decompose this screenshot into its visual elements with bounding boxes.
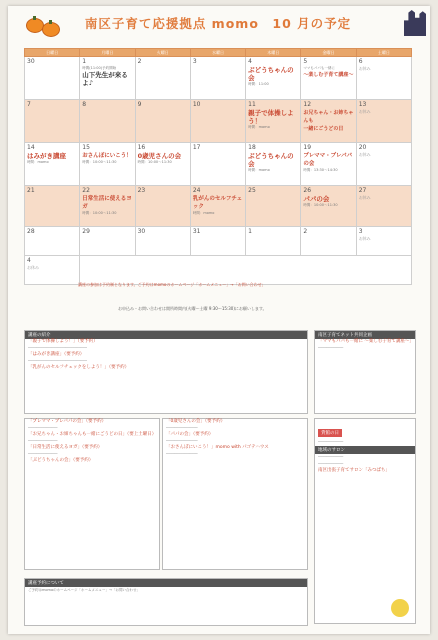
day-cell	[80, 100, 135, 143]
day-cell	[25, 143, 80, 186]
day-cell	[246, 186, 301, 227]
day-number: 23	[137, 187, 146, 194]
day-number: 13	[358, 101, 367, 108]
day-number: 30	[137, 228, 146, 235]
day-number: 6	[358, 58, 363, 65]
closed-label: お休み	[358, 236, 371, 241]
event-title: パパの会	[303, 195, 330, 203]
day-cell	[246, 227, 301, 256]
event-detail: 時間：10:00～11:30	[137, 160, 172, 164]
day-cell	[301, 143, 356, 186]
box-header: 南区子育てネット共同企画	[315, 331, 415, 339]
day-cell	[25, 186, 80, 227]
header	[8, 6, 430, 42]
event-detail: 時間：10:00～11:30	[82, 160, 117, 164]
day-cell	[301, 227, 356, 256]
contact-note: お申込み・お問い合わせは開所時間内(火曜～土曜 9:30～15:30)にお願いします。	[118, 306, 267, 311]
day-cell	[80, 227, 135, 256]
info-box-right	[314, 418, 416, 624]
day-number: 10	[192, 101, 201, 108]
calendar-week	[25, 100, 412, 143]
day-number: 1	[248, 228, 252, 235]
weekday-header: 火曜日	[135, 49, 190, 57]
day-number: 1	[82, 58, 87, 65]
course-heading: 「パパの会」（要予約）	[166, 432, 214, 437]
day-cell	[190, 143, 245, 186]
day-cell	[190, 100, 245, 143]
course-heading: 「お兄ちゃん・お姉ちゃんも一緒にごうどの日」（要上土曜日）	[28, 432, 157, 437]
day-number: 12	[303, 101, 312, 108]
salon-text: ────────────	[318, 462, 344, 466]
day-cell	[301, 57, 356, 100]
course-text: ───────────────	[166, 452, 198, 456]
day-number: 15	[82, 144, 90, 151]
day-number: 4	[27, 257, 31, 264]
salon-header: 地域のサロン	[315, 446, 415, 454]
course-text: ──────────────	[28, 439, 58, 443]
course-heading: 「はみがき講座」（要予約）	[28, 352, 85, 357]
event-detail: 時間：momo	[27, 160, 49, 164]
event-title: プレママ・プレパパの会	[303, 153, 353, 167]
event-title: 親子で体操しよう！	[248, 109, 294, 125]
day-cell	[356, 186, 411, 227]
event-detail: 時間：10:00～11:30	[303, 203, 338, 207]
day-cell	[246, 143, 301, 186]
day-cell	[246, 100, 301, 143]
course-heading: 「親子で体操しよう！」（要予約）	[28, 339, 98, 344]
day-cell	[25, 57, 80, 100]
event-title: ぶどうちゃんの会	[248, 152, 294, 168]
course-heading: 「乳がんのセルフチェックをしよう！」（要予約）	[28, 365, 130, 370]
weekday-header: 金曜日	[301, 49, 356, 57]
day-number: 26	[303, 187, 312, 194]
network-box	[314, 330, 416, 414]
day-cell	[135, 227, 190, 256]
flower-icon	[391, 599, 409, 617]
event-detail: 時間：11:00	[248, 82, 269, 86]
day-cell	[356, 227, 411, 256]
day-number: 16	[137, 144, 146, 151]
day-cell	[25, 256, 80, 285]
course-text: ──────────────	[28, 426, 58, 430]
day-number: 20	[358, 144, 367, 151]
day-cell	[356, 143, 411, 186]
course-list-left	[24, 418, 160, 570]
day-number: 3	[192, 58, 197, 65]
day-number: 7	[27, 101, 31, 108]
weekday-header: 土曜日	[356, 49, 411, 57]
course-list-center	[162, 418, 308, 570]
day-number: 17	[192, 144, 201, 151]
calendar-week	[25, 256, 412, 285]
box-header: 講座予約について	[25, 579, 307, 587]
event-detail: ママもパパも一緒に	[303, 66, 335, 70]
course-text: ───────────────	[166, 426, 198, 430]
day-number: 3	[358, 228, 363, 235]
box-header: 講座の紹介	[25, 331, 307, 339]
closed-label: お休み	[358, 109, 371, 114]
day-number: 21	[27, 187, 35, 194]
day-cell	[301, 186, 356, 227]
course-heading: 「ぶどうちゃんの会」（要予約）	[28, 458, 94, 463]
castle-icon	[404, 10, 426, 36]
day-cell	[80, 186, 135, 227]
course-heading: 「0歳児さんの会」（要予約）	[166, 419, 226, 424]
closed-label: お休み	[358, 66, 371, 71]
weekday-header: 日曜日	[25, 49, 80, 57]
day-number: 8	[82, 101, 87, 108]
closed-label: お休み	[358, 195, 371, 200]
calendar-table	[24, 48, 412, 285]
course-heading: 「日常生活に使えるヨガ」（要予約）	[28, 445, 103, 450]
weekday-header: 月曜日	[80, 49, 135, 57]
day-cell	[190, 57, 245, 100]
event-detail: 時間(11:00)予約開始	[82, 66, 117, 70]
calendar-week	[25, 57, 412, 100]
rental-tag: 貸館の日	[318, 429, 342, 437]
day-number: 27	[358, 187, 367, 194]
day-number: 28	[27, 228, 35, 235]
day-cell	[190, 186, 245, 227]
day-number: 11	[248, 101, 256, 108]
day-number: 18	[248, 144, 256, 151]
salon-text: ────────────	[318, 455, 344, 459]
event-detail: 時間：13:30～14:30	[303, 168, 338, 172]
course-text: ────────────────────────────	[28, 359, 88, 363]
reservation-text: ご予約はmomoのホームページ「ホームメニュー」→「お問い合わせ」	[28, 588, 140, 592]
event-title: おさんぽにいこう！	[82, 153, 132, 159]
course-text: ──────────────	[28, 452, 58, 456]
network-heading: 「ママもパパも一緒に ～楽しむ子育て講座～」	[318, 339, 414, 344]
reservation-box	[24, 578, 308, 626]
calendar-week	[25, 143, 412, 186]
weekday-header: 水曜日	[190, 49, 245, 57]
day-number: 30	[27, 58, 35, 65]
day-cell	[356, 100, 411, 143]
day-number: 25	[248, 187, 256, 194]
reservation-note: 講座の参加は予約制となります。ご予約はmomoのホームページ「ホームメニュー」→「お問い合わせ」	[78, 282, 266, 287]
course-heading: 「おさんぽにいこう！」momo with パゴテハウス	[166, 445, 269, 450]
event-title: ～楽しむ子育て講座～	[303, 72, 354, 78]
day-number: 31	[192, 228, 201, 235]
day-cell	[80, 57, 135, 100]
day-cell	[301, 100, 356, 143]
day-cell	[135, 186, 190, 227]
day-number: 29	[82, 228, 90, 235]
event-title: 山下先生が来るよ♪	[82, 71, 128, 87]
event-title: 乳がんのセルフチェック	[192, 196, 243, 210]
day-number: 2	[137, 58, 142, 65]
course-intro-box	[24, 330, 308, 414]
day-number: 22	[82, 187, 90, 194]
course-text: ───────────────	[166, 439, 198, 443]
day-number: 2	[303, 228, 308, 235]
day-cell	[25, 100, 80, 143]
event-title: 日常生活に使えるヨガ	[82, 196, 132, 210]
day-number: 5	[303, 58, 308, 65]
day-cell	[135, 143, 190, 186]
calendar-week	[25, 227, 412, 256]
event-detail: 時間：momo	[192, 211, 215, 215]
course-text: ────────────────────────────	[28, 346, 88, 350]
day-cell	[25, 227, 80, 256]
event-title: お兄ちゃん・お姉ちゃんも	[303, 110, 354, 124]
weekday-header-row	[25, 49, 412, 57]
calendar-week	[25, 186, 412, 227]
mitsubachi-heading: 南区出張子育てサロン「みつばち」	[318, 468, 390, 473]
day-number: 4	[248, 58, 252, 65]
network-text: ────────────	[318, 346, 344, 350]
page-title: 南区子育て応援拠点 momo 10 月の予定	[84, 16, 352, 31]
closed-label: お休み	[27, 265, 39, 270]
closed-label: お休み	[358, 152, 371, 157]
event-title: はみがき講座	[27, 152, 66, 160]
course-heading: 「プレママ・プレパパの会」（要予約）	[28, 419, 107, 424]
day-cell	[356, 57, 411, 100]
day-cell	[190, 227, 245, 256]
notes-cell	[80, 256, 412, 285]
day-number: 24	[192, 187, 201, 194]
day-cell	[80, 143, 135, 186]
event-detail: 一緒にごうどの日	[303, 126, 344, 132]
flyer-page	[8, 6, 430, 634]
event-detail: 時間：momo	[248, 125, 270, 129]
day-cell	[135, 57, 190, 100]
day-cell	[135, 100, 190, 143]
day-cell	[246, 57, 301, 100]
day-number: 19	[303, 144, 312, 151]
day-number: 14	[27, 144, 35, 151]
day-number: 9	[137, 101, 142, 108]
event-detail: 時間：10:00～11:30	[82, 211, 117, 215]
event-title: ぶどうちゃんの会	[248, 66, 294, 82]
rental-text: ────────────	[318, 440, 344, 444]
event-detail: 時間：momo	[248, 168, 270, 172]
weekday-header: 木曜日	[246, 49, 301, 57]
event-title: 0歳児さんの会	[137, 152, 182, 160]
